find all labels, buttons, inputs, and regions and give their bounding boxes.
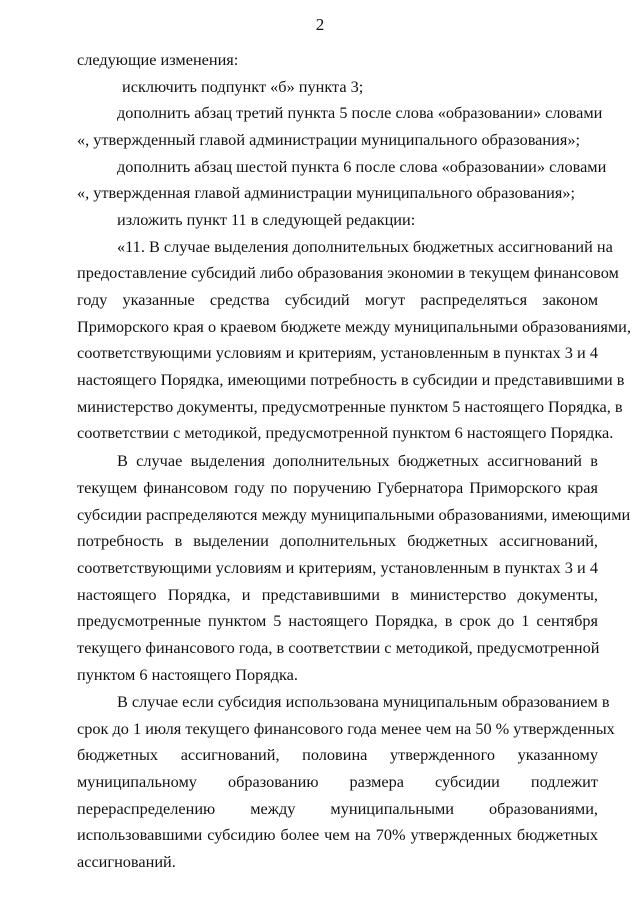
- text-line-28: муниципальному образованию размера субсидии подлежит: [77, 772, 598, 791]
- text-line-6: «, утвержденная главой администрации муниципального образования»;: [77, 183, 576, 202]
- text-line-25: В случае если субсидия использована муниципальным образованием в: [117, 692, 610, 711]
- text-line-30: использовавшими субсидию более чем на 70% утвержденных бюджетных: [77, 825, 598, 844]
- text-line-31: ассигнований.: [77, 852, 176, 871]
- text-line-17: текущем финансовом году по поручению Губернатора Приморского края: [77, 478, 598, 497]
- text-line-26: срок до 1 июля текущего финансового года менее чем на 50 % утвержденных: [77, 719, 615, 738]
- text-line-9: предоставление субсидий либо образования экономии в текущем финансовом: [77, 263, 619, 282]
- text-line-21: настоящего Порядка, и представившими в министерство документы,: [77, 585, 598, 604]
- text-line-20: соответствующими условиям и критериям, установленным в пунктах 3 и 4: [77, 558, 598, 577]
- text-line-11: Приморского края о краевом бюджете между муниципальными образованиями,: [77, 317, 631, 336]
- text-line-12: соответствующими условиям и критериям, установленным в пунктах 3 и 4: [77, 343, 598, 362]
- text-line-22: предусмотренные пунктом 5 настоящего Порядка, в срок до 1 сентября: [77, 611, 598, 630]
- text-line-13: настоящего Порядка, имеющими потребность в субсидии и представившими в: [77, 370, 625, 389]
- text-line-19: потребность в выделении дополнительных бюджетных ассигнований,: [77, 531, 598, 550]
- text-line-14: министерство документы, предусмотренные пунктом 5 настоящего Порядка, в: [77, 397, 623, 416]
- text-line-4: «, утвержденный главой администрации муниципального образования»;: [77, 130, 580, 149]
- text-line-15: соответствии с методикой, предусмотренной пунктом 6 настоящего Порядка.: [77, 423, 614, 442]
- text-line-24: пунктом 6 настоящего Порядка.: [77, 665, 298, 684]
- text-line-5: дополнить абзац шестой пункта 6 после слова «образовании» словами: [117, 157, 607, 176]
- text-line-16: В случае выделения дополнительных бюджетных ассигнований в: [117, 451, 598, 470]
- page-number: 2: [315, 15, 325, 34]
- text-line-10: году указанные средства субсидий могут распределяться законом: [77, 290, 598, 309]
- text-line-18: субсидии распределяются между муниципальными образованиями, имеющими: [77, 505, 631, 524]
- text-line-29: перераспределению между муниципальными образованиями,: [77, 799, 598, 818]
- text-line-27: бюджетных ассигнований, половина утвержденного указанному: [77, 745, 598, 764]
- text-line-1: следующие изменения:: [77, 50, 239, 69]
- text-line-7: изложить пункт 11 в следующей редакции:: [117, 210, 416, 229]
- text-line-23: текущего финансового года, в соответствии с методикой, предусмотренной: [77, 638, 600, 657]
- text-line-2: исключить подпункт «б» пункта 3;: [122, 77, 364, 96]
- text-line-3: дополнить абзац третий пункта 5 после слова «образовании» словами: [117, 103, 603, 122]
- text-line-8: «11. В случае выделения дополнительных бюджетных ассигнований на: [117, 237, 613, 256]
